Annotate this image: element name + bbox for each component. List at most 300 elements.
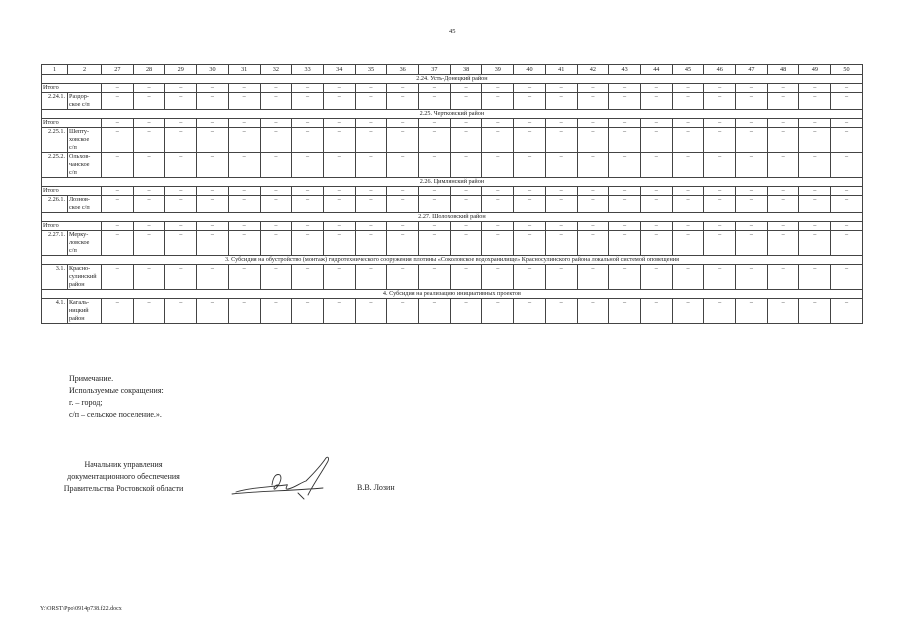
empty-value-cell: – bbox=[704, 196, 736, 213]
empty-value-cell: – bbox=[260, 299, 292, 324]
empty-value-cell: – bbox=[260, 231, 292, 256]
empty-value-cell: – bbox=[228, 128, 260, 153]
empty-value-cell: – bbox=[736, 119, 768, 128]
empty-value-cell: – bbox=[355, 299, 387, 324]
empty-value-cell: – bbox=[197, 119, 229, 128]
empty-value-cell: – bbox=[450, 128, 482, 153]
empty-value-cell: – bbox=[609, 187, 641, 196]
empty-value-cell: – bbox=[672, 84, 704, 93]
empty-value-cell: – bbox=[165, 222, 197, 231]
empty-value-cell: – bbox=[292, 299, 324, 324]
empty-value-cell: – bbox=[672, 119, 704, 128]
row-number: 2.26.1. bbox=[42, 196, 68, 213]
empty-value-cell: – bbox=[514, 128, 546, 153]
empty-value-cell: – bbox=[165, 187, 197, 196]
empty-value-cell: – bbox=[577, 187, 609, 196]
empty-value-cell: – bbox=[640, 84, 672, 93]
empty-value-cell: – bbox=[419, 128, 451, 153]
empty-value-cell: – bbox=[545, 187, 577, 196]
column-header: 31 bbox=[228, 65, 260, 75]
empty-value-cell: – bbox=[767, 222, 799, 231]
column-header: 38 bbox=[450, 65, 482, 75]
empty-value-cell: – bbox=[260, 84, 292, 93]
empty-value-cell: – bbox=[419, 265, 451, 290]
empty-value-cell: – bbox=[799, 187, 831, 196]
empty-value-cell: – bbox=[704, 119, 736, 128]
section-row bbox=[42, 290, 863, 299]
empty-value-cell: – bbox=[640, 231, 672, 256]
empty-value-cell: – bbox=[545, 93, 577, 110]
empty-value-cell: – bbox=[767, 93, 799, 110]
empty-value-cell: – bbox=[387, 231, 419, 256]
empty-value-cell: – bbox=[419, 153, 451, 178]
empty-value-cell: – bbox=[387, 84, 419, 93]
empty-value-cell: – bbox=[831, 153, 863, 178]
empty-value-cell: – bbox=[640, 196, 672, 213]
empty-value-cell: – bbox=[609, 196, 641, 213]
empty-value-cell: – bbox=[482, 84, 514, 93]
total-label: Итого bbox=[42, 222, 102, 231]
empty-value-cell: – bbox=[767, 119, 799, 128]
empty-value-cell: – bbox=[323, 265, 355, 290]
empty-value-cell: – bbox=[387, 265, 419, 290]
empty-value-cell: – bbox=[355, 84, 387, 93]
column-header: 45 bbox=[672, 65, 704, 75]
empty-value-cell: – bbox=[102, 265, 134, 290]
page-number: 45 bbox=[449, 28, 456, 35]
empty-value-cell: – bbox=[514, 299, 546, 324]
empty-value-cell: – bbox=[577, 231, 609, 256]
signatory-line-3: Правительства Ростовской области bbox=[63, 484, 184, 493]
empty-value-cell: – bbox=[323, 119, 355, 128]
empty-value-cell: – bbox=[165, 93, 197, 110]
empty-value-cell: – bbox=[545, 196, 577, 213]
empty-value-cell: – bbox=[514, 84, 546, 93]
file-path-footer: Y:\ORST\Ppo\0914p738.f22.docx bbox=[40, 606, 122, 612]
empty-value-cell: – bbox=[672, 265, 704, 290]
empty-value-cell: – bbox=[102, 231, 134, 256]
empty-value-cell: – bbox=[482, 187, 514, 196]
empty-value-cell: – bbox=[355, 128, 387, 153]
row-name: Кагаль- ницкий район bbox=[68, 299, 102, 324]
empty-value-cell: – bbox=[387, 196, 419, 213]
total-label: Итого bbox=[42, 84, 102, 93]
empty-value-cell: – bbox=[831, 231, 863, 256]
notes bbox=[69, 373, 164, 421]
empty-value-cell: – bbox=[228, 265, 260, 290]
column-header: 2 bbox=[68, 65, 102, 75]
empty-value-cell: – bbox=[419, 231, 451, 256]
signatory-line-2: документационного обеспечения bbox=[67, 472, 180, 481]
empty-value-cell: – bbox=[419, 187, 451, 196]
column-header: 1 bbox=[42, 65, 68, 75]
empty-value-cell: – bbox=[514, 119, 546, 128]
column-header: 35 bbox=[355, 65, 387, 75]
empty-value-cell: – bbox=[260, 119, 292, 128]
column-header: 29 bbox=[165, 65, 197, 75]
empty-value-cell: – bbox=[292, 119, 324, 128]
empty-value-cell: – bbox=[133, 187, 165, 196]
signatory-name: В.В. Лозин bbox=[357, 483, 395, 492]
total-row bbox=[42, 187, 863, 196]
empty-value-cell: – bbox=[387, 153, 419, 178]
empty-value-cell: – bbox=[228, 231, 260, 256]
empty-value-cell: – bbox=[831, 187, 863, 196]
column-header: 34 bbox=[323, 65, 355, 75]
empty-value-cell: – bbox=[672, 222, 704, 231]
empty-value-cell: – bbox=[799, 84, 831, 93]
table-row bbox=[42, 231, 863, 256]
empty-value-cell: – bbox=[165, 128, 197, 153]
empty-value-cell: – bbox=[323, 153, 355, 178]
empty-value-cell: – bbox=[197, 299, 229, 324]
empty-value-cell: – bbox=[419, 84, 451, 93]
empty-value-cell: – bbox=[133, 222, 165, 231]
empty-value-cell: – bbox=[387, 128, 419, 153]
empty-value-cell: – bbox=[197, 128, 229, 153]
section-row bbox=[42, 213, 863, 222]
empty-value-cell: – bbox=[704, 128, 736, 153]
empty-value-cell: – bbox=[514, 153, 546, 178]
empty-value-cell: – bbox=[102, 222, 134, 231]
table-row bbox=[42, 128, 863, 153]
empty-value-cell: – bbox=[640, 119, 672, 128]
row-number: 2.25.1. bbox=[42, 128, 68, 153]
abbr-title: Используемые сокращения: bbox=[69, 386, 164, 395]
empty-value-cell: – bbox=[197, 231, 229, 256]
empty-value-cell: – bbox=[799, 196, 831, 213]
empty-value-cell: – bbox=[831, 128, 863, 153]
empty-value-cell: – bbox=[133, 153, 165, 178]
empty-value-cell: – bbox=[545, 299, 577, 324]
section-title: 2.26. Цимлянский район bbox=[42, 178, 863, 187]
empty-value-cell: – bbox=[292, 231, 324, 256]
empty-value-cell: – bbox=[292, 222, 324, 231]
empty-value-cell: – bbox=[355, 187, 387, 196]
row-number: 2.24.1. bbox=[42, 93, 68, 110]
empty-value-cell: – bbox=[609, 128, 641, 153]
empty-value-cell: – bbox=[609, 119, 641, 128]
empty-value-cell: – bbox=[736, 128, 768, 153]
total-row bbox=[42, 84, 863, 93]
empty-value-cell: – bbox=[419, 222, 451, 231]
empty-value-cell: – bbox=[736, 84, 768, 93]
column-header: 48 bbox=[767, 65, 799, 75]
empty-value-cell: – bbox=[704, 187, 736, 196]
empty-value-cell: – bbox=[355, 196, 387, 213]
empty-value-cell: – bbox=[292, 153, 324, 178]
empty-value-cell: – bbox=[831, 222, 863, 231]
empty-value-cell: – bbox=[736, 153, 768, 178]
table-row bbox=[42, 265, 863, 290]
section-row bbox=[42, 256, 863, 265]
empty-value-cell: – bbox=[133, 299, 165, 324]
abbr-city: г. – город; bbox=[69, 398, 103, 407]
column-header: 39 bbox=[482, 65, 514, 75]
empty-value-cell: – bbox=[736, 93, 768, 110]
column-header: 44 bbox=[640, 65, 672, 75]
empty-value-cell: – bbox=[323, 128, 355, 153]
empty-value-cell: – bbox=[387, 222, 419, 231]
column-header: 36 bbox=[387, 65, 419, 75]
empty-value-cell: – bbox=[387, 119, 419, 128]
empty-value-cell: – bbox=[799, 299, 831, 324]
empty-value-cell: – bbox=[640, 153, 672, 178]
empty-value-cell: – bbox=[228, 187, 260, 196]
section-row bbox=[42, 178, 863, 187]
column-header: 50 bbox=[831, 65, 863, 75]
total-label: Итого bbox=[42, 119, 102, 128]
empty-value-cell: – bbox=[323, 222, 355, 231]
empty-value-cell: – bbox=[831, 265, 863, 290]
empty-value-cell: – bbox=[799, 128, 831, 153]
section-row bbox=[42, 75, 863, 84]
empty-value-cell: – bbox=[197, 84, 229, 93]
empty-value-cell: – bbox=[609, 153, 641, 178]
note-title: Примечание. bbox=[69, 374, 114, 383]
row-name: Раздор- ское с/п bbox=[68, 93, 102, 110]
empty-value-cell: – bbox=[672, 93, 704, 110]
empty-value-cell: – bbox=[260, 265, 292, 290]
empty-value-cell: – bbox=[545, 265, 577, 290]
empty-value-cell: – bbox=[197, 153, 229, 178]
column-header: 47 bbox=[736, 65, 768, 75]
empty-value-cell: – bbox=[228, 299, 260, 324]
row-name: Шепту- ховское с/п bbox=[68, 128, 102, 153]
empty-value-cell: – bbox=[292, 128, 324, 153]
empty-value-cell: – bbox=[419, 93, 451, 110]
empty-value-cell: – bbox=[609, 84, 641, 93]
empty-value-cell: – bbox=[165, 119, 197, 128]
column-header: 42 bbox=[577, 65, 609, 75]
row-number: 4.1. bbox=[42, 299, 68, 324]
abbr-settlement: с/п – сельское поселение.». bbox=[69, 410, 162, 419]
table-row bbox=[42, 196, 863, 213]
empty-value-cell: – bbox=[355, 119, 387, 128]
empty-value-cell: – bbox=[260, 222, 292, 231]
empty-value-cell: – bbox=[704, 265, 736, 290]
empty-value-cell: – bbox=[292, 93, 324, 110]
empty-value-cell: – bbox=[197, 187, 229, 196]
empty-value-cell: – bbox=[704, 84, 736, 93]
empty-value-cell: – bbox=[355, 93, 387, 110]
empty-value-cell: – bbox=[450, 196, 482, 213]
empty-value-cell: – bbox=[736, 231, 768, 256]
table-row bbox=[42, 299, 863, 324]
empty-value-cell: – bbox=[102, 119, 134, 128]
empty-value-cell: – bbox=[767, 128, 799, 153]
section-title: 2.24. Усть-Донецкий район bbox=[42, 75, 863, 84]
empty-value-cell: – bbox=[450, 299, 482, 324]
empty-value-cell: – bbox=[228, 222, 260, 231]
empty-value-cell: – bbox=[387, 299, 419, 324]
empty-value-cell: – bbox=[133, 265, 165, 290]
empty-value-cell: – bbox=[609, 222, 641, 231]
empty-value-cell: – bbox=[419, 119, 451, 128]
empty-value-cell: – bbox=[736, 196, 768, 213]
empty-value-cell: – bbox=[228, 84, 260, 93]
column-header: 49 bbox=[799, 65, 831, 75]
empty-value-cell: – bbox=[545, 231, 577, 256]
empty-value-cell: – bbox=[640, 299, 672, 324]
empty-value-cell: – bbox=[260, 187, 292, 196]
column-header: 43 bbox=[609, 65, 641, 75]
empty-value-cell: – bbox=[609, 93, 641, 110]
empty-value-cell: – bbox=[514, 93, 546, 110]
empty-value-cell: – bbox=[450, 93, 482, 110]
empty-value-cell: – bbox=[672, 187, 704, 196]
column-header: 41 bbox=[545, 65, 577, 75]
total-row bbox=[42, 222, 863, 231]
empty-value-cell: – bbox=[323, 231, 355, 256]
empty-value-cell: – bbox=[672, 153, 704, 178]
empty-value-cell: – bbox=[197, 222, 229, 231]
empty-value-cell: – bbox=[577, 265, 609, 290]
empty-value-cell: – bbox=[767, 84, 799, 93]
empty-value-cell: – bbox=[133, 128, 165, 153]
empty-value-cell: – bbox=[323, 93, 355, 110]
empty-value-cell: – bbox=[102, 128, 134, 153]
empty-value-cell: – bbox=[831, 196, 863, 213]
empty-value-cell: – bbox=[197, 265, 229, 290]
empty-value-cell: – bbox=[577, 119, 609, 128]
empty-value-cell: – bbox=[133, 93, 165, 110]
empty-value-cell: – bbox=[577, 196, 609, 213]
empty-value-cell: – bbox=[102, 93, 134, 110]
empty-value-cell: – bbox=[102, 196, 134, 213]
empty-value-cell: – bbox=[736, 299, 768, 324]
empty-value-cell: – bbox=[102, 299, 134, 324]
empty-value-cell: – bbox=[197, 93, 229, 110]
empty-value-cell: – bbox=[672, 128, 704, 153]
empty-value-cell: – bbox=[450, 265, 482, 290]
empty-value-cell: – bbox=[387, 93, 419, 110]
empty-value-cell: – bbox=[133, 231, 165, 256]
empty-value-cell: – bbox=[514, 187, 546, 196]
empty-value-cell: – bbox=[545, 128, 577, 153]
empty-value-cell: – bbox=[419, 196, 451, 213]
empty-value-cell: – bbox=[482, 153, 514, 178]
empty-value-cell: – bbox=[482, 128, 514, 153]
empty-value-cell: – bbox=[640, 265, 672, 290]
empty-value-cell: – bbox=[609, 265, 641, 290]
empty-value-cell: – bbox=[672, 299, 704, 324]
empty-value-cell: – bbox=[228, 93, 260, 110]
column-header: 46 bbox=[704, 65, 736, 75]
empty-value-cell: – bbox=[482, 196, 514, 213]
row-number: 2.27.1. bbox=[42, 231, 68, 256]
empty-value-cell: – bbox=[767, 196, 799, 213]
empty-value-cell: – bbox=[831, 119, 863, 128]
empty-value-cell: – bbox=[831, 299, 863, 324]
column-header: 30 bbox=[197, 65, 229, 75]
empty-value-cell: – bbox=[450, 187, 482, 196]
empty-value-cell: – bbox=[577, 299, 609, 324]
empty-value-cell: – bbox=[323, 299, 355, 324]
empty-value-cell: – bbox=[482, 265, 514, 290]
empty-value-cell: – bbox=[577, 128, 609, 153]
row-number: 3.1. bbox=[42, 265, 68, 290]
empty-value-cell: – bbox=[767, 187, 799, 196]
empty-value-cell: – bbox=[133, 119, 165, 128]
empty-value-cell: – bbox=[640, 128, 672, 153]
empty-value-cell: – bbox=[799, 153, 831, 178]
section-title: 2.25. Чертковский район bbox=[42, 110, 863, 119]
empty-value-cell: – bbox=[260, 93, 292, 110]
empty-value-cell: – bbox=[545, 84, 577, 93]
empty-value-cell: – bbox=[672, 231, 704, 256]
column-header: 33 bbox=[292, 65, 324, 75]
empty-value-cell: – bbox=[102, 84, 134, 93]
column-header: 32 bbox=[260, 65, 292, 75]
empty-value-cell: – bbox=[640, 93, 672, 110]
total-label: Итого bbox=[42, 187, 102, 196]
empty-value-cell: – bbox=[165, 299, 197, 324]
row-number: 2.25.2. bbox=[42, 153, 68, 178]
empty-value-cell: – bbox=[292, 265, 324, 290]
table-row bbox=[42, 93, 863, 110]
empty-value-cell: – bbox=[767, 265, 799, 290]
column-header: 27 bbox=[102, 65, 134, 75]
empty-value-cell: – bbox=[545, 222, 577, 231]
empty-value-cell: – bbox=[831, 93, 863, 110]
empty-value-cell: – bbox=[736, 222, 768, 231]
empty-value-cell: – bbox=[799, 265, 831, 290]
empty-value-cell: – bbox=[736, 265, 768, 290]
empty-value-cell: – bbox=[799, 222, 831, 231]
empty-value-cell: – bbox=[545, 153, 577, 178]
section-title: 4. Субсидия на реализацию инициативных проектов bbox=[42, 290, 863, 299]
empty-value-cell: – bbox=[355, 153, 387, 178]
empty-value-cell: – bbox=[133, 84, 165, 93]
empty-value-cell: – bbox=[355, 222, 387, 231]
row-name: Мерку- ловское с/п bbox=[68, 231, 102, 256]
empty-value-cell: – bbox=[577, 153, 609, 178]
column-header: 40 bbox=[514, 65, 546, 75]
empty-value-cell: – bbox=[165, 265, 197, 290]
empty-value-cell: – bbox=[704, 222, 736, 231]
empty-value-cell: – bbox=[799, 119, 831, 128]
empty-value-cell: – bbox=[165, 84, 197, 93]
empty-value-cell: – bbox=[609, 299, 641, 324]
empty-value-cell: – bbox=[704, 299, 736, 324]
empty-value-cell: – bbox=[228, 153, 260, 178]
empty-value-cell: – bbox=[419, 299, 451, 324]
empty-value-cell: – bbox=[102, 187, 134, 196]
empty-value-cell: – bbox=[292, 196, 324, 213]
row-name: Лознов- ское с/п bbox=[68, 196, 102, 213]
row-name: Красно- сулинский район bbox=[68, 265, 102, 290]
empty-value-cell: – bbox=[577, 222, 609, 231]
empty-value-cell: – bbox=[450, 222, 482, 231]
empty-value-cell: – bbox=[767, 299, 799, 324]
row-name: Ольхов- чанское с/п bbox=[68, 153, 102, 178]
handwritten-signature bbox=[228, 455, 338, 503]
empty-value-cell: – bbox=[355, 231, 387, 256]
empty-value-cell: – bbox=[640, 187, 672, 196]
empty-value-cell: – bbox=[704, 231, 736, 256]
empty-value-cell: – bbox=[704, 153, 736, 178]
empty-value-cell: – bbox=[292, 187, 324, 196]
empty-value-cell: – bbox=[831, 84, 863, 93]
empty-value-cell: – bbox=[514, 231, 546, 256]
empty-value-cell: – bbox=[514, 222, 546, 231]
empty-value-cell: – bbox=[704, 93, 736, 110]
empty-value-cell: – bbox=[260, 153, 292, 178]
empty-value-cell: – bbox=[102, 153, 134, 178]
column-header: 28 bbox=[133, 65, 165, 75]
empty-value-cell: – bbox=[133, 196, 165, 213]
